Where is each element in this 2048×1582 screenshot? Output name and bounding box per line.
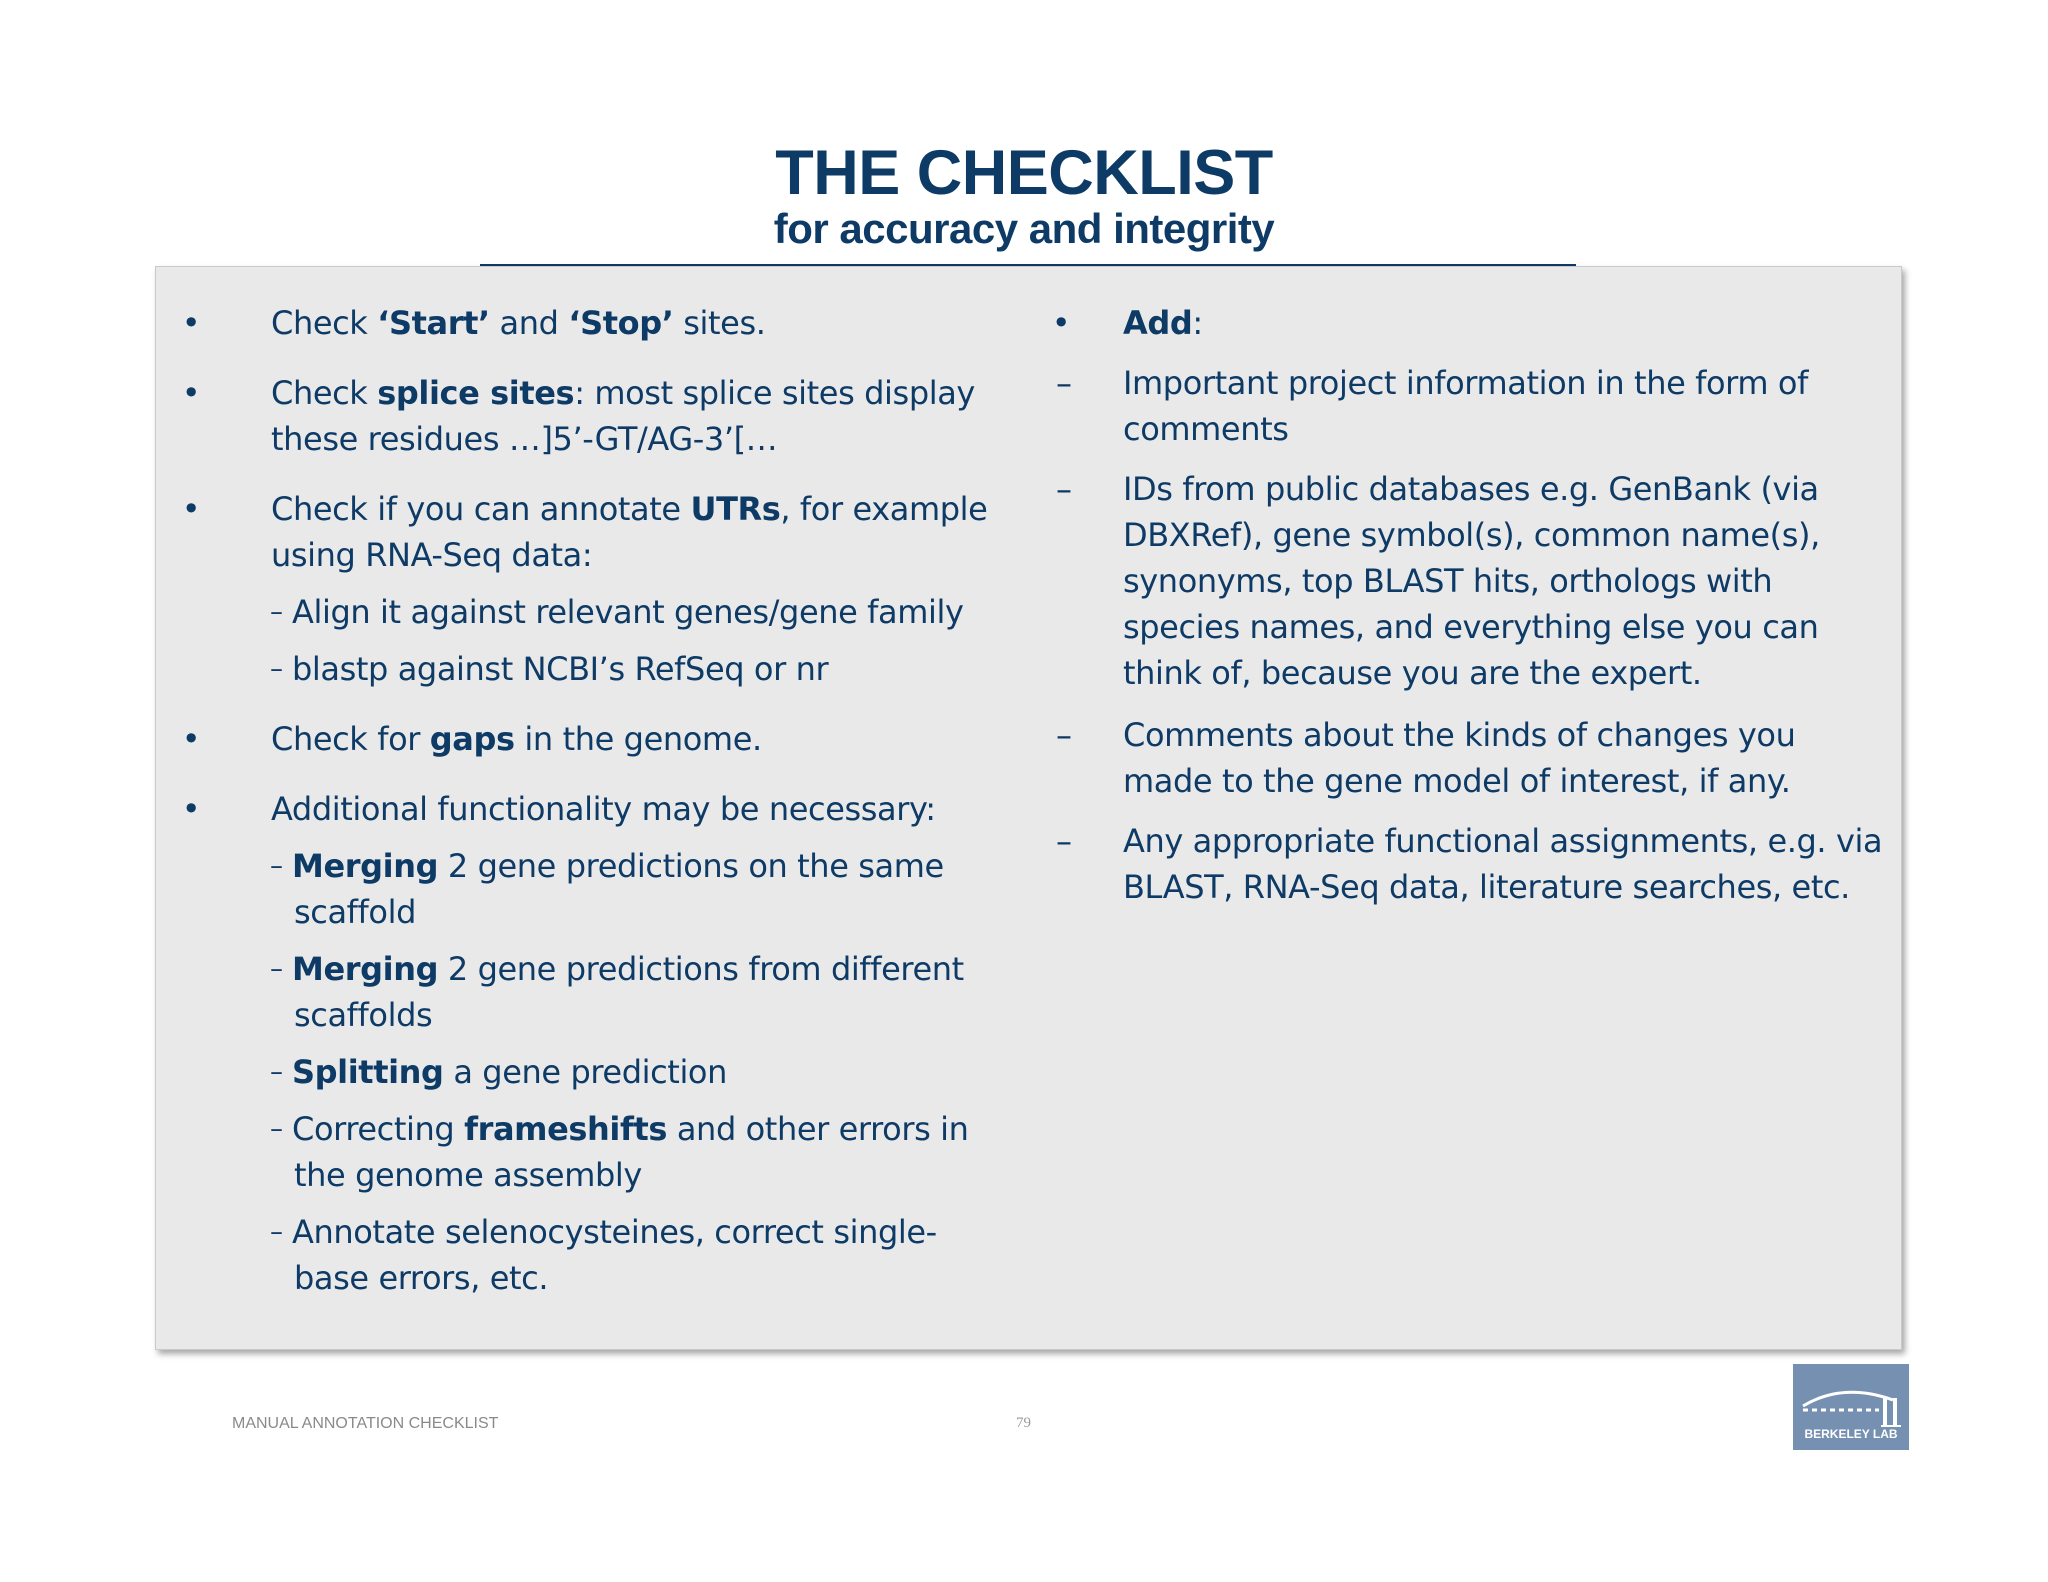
sub-item-line: made to the gene model of interest, if any. xyxy=(1123,762,1791,800)
slide-subtitle: for accuracy and integrity xyxy=(773,205,1275,252)
dash: – xyxy=(1056,364,1072,402)
sub-item-text: Correcting frameshifts and other errors in xyxy=(292,1110,969,1148)
sub-item-line: Comments about the kinds of changes you xyxy=(1123,716,1796,754)
sub-item-line: synonyms, top BLAST hits, orthologs with xyxy=(1123,562,1773,600)
dash: – xyxy=(1056,822,1072,860)
item-text: Check for gaps in the genome. xyxy=(271,720,762,758)
sub-item-line: BLAST, RNA-Seq data, literature searches, etc. xyxy=(1123,868,1850,906)
sub-item-line: think of, because you are the expert. xyxy=(1123,654,1702,692)
sub-item-text-line2: the genome assembly xyxy=(294,1156,642,1194)
item-text: Check if you can annotate UTRs, for example xyxy=(271,490,988,528)
item-text: Additional functionality may be necessary: xyxy=(271,790,936,828)
berkeley-lab-logo xyxy=(1793,1364,1909,1450)
sub-item-text: Annotate selenocysteines, correct single- xyxy=(292,1213,937,1251)
dash: – xyxy=(270,1057,283,1087)
content-panel xyxy=(155,266,1902,1350)
dash: – xyxy=(1056,470,1072,508)
sub-item-text: Splitting a gene prediction xyxy=(292,1053,727,1091)
bullet: • xyxy=(181,374,201,412)
item-text: Add: xyxy=(1123,304,1203,342)
sub-item-text-line2: base errors, etc. xyxy=(294,1259,549,1297)
sub-item-line: DBXRef), gene symbol(s), common name(s), xyxy=(1123,516,1820,554)
bullet: • xyxy=(181,790,201,828)
bullet: • xyxy=(181,304,201,342)
bullet: • xyxy=(181,490,201,528)
sub-item-text: Merging 2 gene predictions from different xyxy=(292,950,964,988)
logo-text: BERKELEY LAB xyxy=(1804,1427,1898,1441)
slide-title: THE CHECKLIST xyxy=(775,138,1273,208)
dash: – xyxy=(270,1217,283,1247)
dash: – xyxy=(270,954,283,984)
sub-item-line: Any appropriate functional assignments, e.g. via xyxy=(1123,822,1883,860)
dash: – xyxy=(270,851,283,881)
dash: – xyxy=(270,654,283,684)
item-text: Check splice sites: most splice sites display xyxy=(271,374,975,412)
footer-label: MANUAL ANNOTATION CHECKLIST xyxy=(232,1415,499,1432)
sub-item-text-line2: scaffolds xyxy=(294,996,433,1034)
page-number: 79 xyxy=(1016,1415,1031,1431)
sub-item-text: Merging 2 gene predictions on the same xyxy=(292,847,944,885)
dash: – xyxy=(270,597,283,627)
bullet: • xyxy=(1051,304,1071,342)
sub-item-text-line2: scaffold xyxy=(294,893,416,931)
item-text-line2: using RNA-Seq data: xyxy=(271,536,593,574)
bullet: • xyxy=(181,720,201,758)
sub-item-line: comments xyxy=(1123,410,1289,448)
sub-item-text: Align it against relevant genes/gene family xyxy=(292,593,964,631)
item-text: Check ‘Start’ and ‘Stop’ sites. xyxy=(271,304,766,342)
dash: – xyxy=(270,1114,283,1144)
sub-item-text: blastp against NCBI’s RefSeq or nr xyxy=(292,650,829,688)
item-text-line2: these residues …]5’-GT/AG-3’[… xyxy=(271,420,778,458)
sub-item-line: species names, and everything else you can xyxy=(1123,608,1819,646)
dash: – xyxy=(1056,716,1072,754)
sub-item-line: Important project information in the form of xyxy=(1123,364,1808,402)
sub-item-line: IDs from public databases e.g. GenBank (via xyxy=(1123,470,1819,508)
